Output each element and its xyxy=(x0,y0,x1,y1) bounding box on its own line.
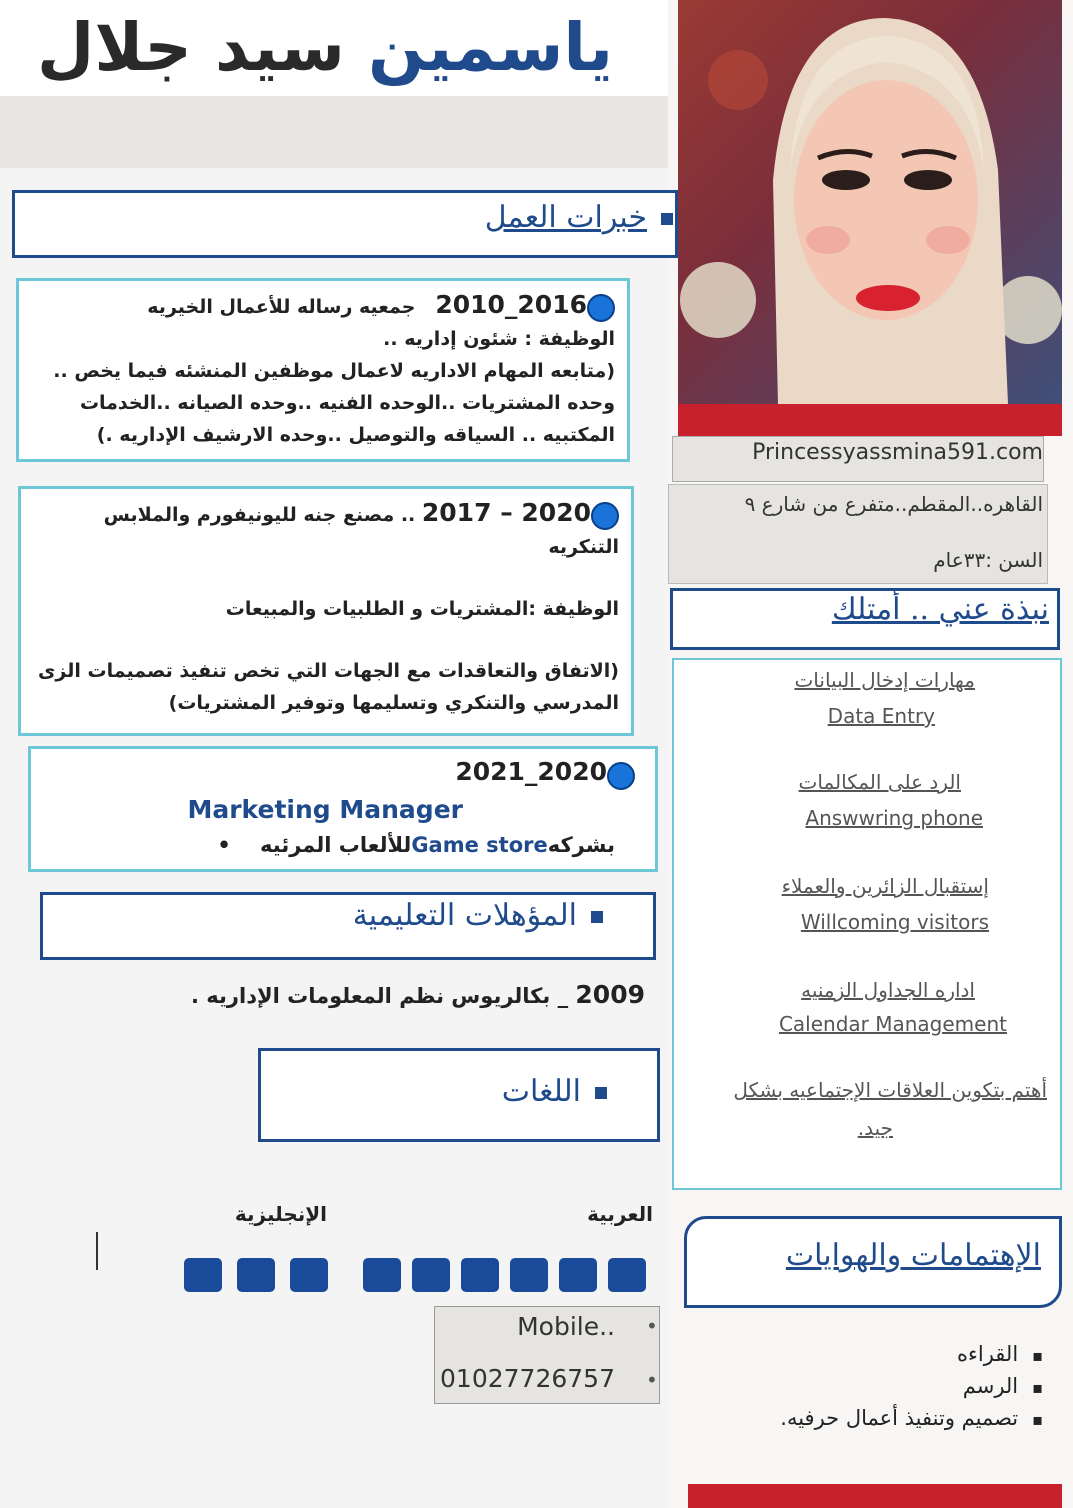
bullet-icon: • xyxy=(646,1314,658,1338)
job-org: .. مصنع جنه لليونيفورم والملابس xyxy=(103,504,416,526)
arabic-level-square xyxy=(510,1258,548,1292)
skill-calendar-en: Calendar Management xyxy=(778,1012,1007,1036)
timeline-dot-icon xyxy=(591,502,619,530)
english-level-square xyxy=(237,1258,275,1292)
bullet-icon: • xyxy=(646,1368,658,1392)
company-name: Game store xyxy=(411,833,548,857)
social-skill-line2: جيد. xyxy=(857,1116,893,1140)
hobby-item: ▪ الرسم xyxy=(780,1374,1043,1398)
red-band xyxy=(678,404,1062,436)
job-entry xyxy=(16,278,630,462)
skill-phone-ar: الرد على المكالمات xyxy=(798,770,961,794)
arabic-level-square xyxy=(363,1258,401,1292)
job-title: Marketing Manager xyxy=(187,795,463,824)
arabic-level-square xyxy=(559,1258,597,1292)
skill-phone-en: Answwring phone xyxy=(805,806,983,830)
job-desc: (الاتفاق والتعاقدات مع الجهات التي تخص تنفيذ تصميمات الزى xyxy=(37,660,619,682)
job-desc: المدرسي والتنكري وتسليمها وتوفير المشتريات) xyxy=(168,692,619,714)
job-org: جمعيه رساله للأعمال الخيريه xyxy=(147,296,416,318)
skill-data-entry-ar: مهارات إدخال البيانات xyxy=(794,668,975,692)
arabic-level-square xyxy=(608,1258,646,1292)
english-level-square xyxy=(184,1258,222,1292)
address-text: القاهره..المقطم..متفرع من شارع ٩ xyxy=(744,492,1043,516)
hobbies-title: الإهتمامات والهوايات xyxy=(785,1238,1041,1273)
text-cursor xyxy=(96,1232,98,1270)
company-suffix: للألعاب المرئيه xyxy=(260,833,412,857)
company-prefix: بشركه xyxy=(547,833,615,857)
education-title xyxy=(353,898,603,933)
skill-visitors-ar: إستقبال الزائرين والعملاء xyxy=(781,874,989,898)
mobile-label: Mobile.. xyxy=(517,1312,615,1341)
header-band xyxy=(0,96,678,168)
job-entry xyxy=(28,746,658,872)
mobile-number[interactable]: 01027726757 xyxy=(440,1364,615,1393)
education-entry xyxy=(191,980,645,1009)
person-name xyxy=(37,0,613,96)
experience-title-text: خبرات العمل xyxy=(484,200,647,235)
hobby-item: ▪ القراءه xyxy=(780,1342,1043,1366)
job-role: الوظيفة : شئون إداريه .. xyxy=(383,328,615,350)
job-company: بشركهGame storeللألعاب المرئيه • xyxy=(217,833,615,857)
email-text[interactable]: Princessyassmina591.com xyxy=(752,440,1043,465)
languages-title-text: اللغات xyxy=(501,1074,581,1109)
arabic-level-square xyxy=(412,1258,450,1292)
job-years: 2016_2010 xyxy=(435,290,587,319)
experience-title xyxy=(485,200,673,235)
about-title: نبذة عني .. أمتلك xyxy=(831,592,1049,627)
job-years: 2020 – 2017 xyxy=(421,498,591,527)
section-bullet-icon xyxy=(661,213,673,225)
english-level-square xyxy=(290,1258,328,1292)
arabic-level-square xyxy=(461,1258,499,1292)
first-name: ياسمين xyxy=(367,9,613,86)
profile-photo xyxy=(678,0,1062,404)
job-role: الوظيفة :المشتريات و الطلبيات والمبيعات xyxy=(225,598,619,620)
english-label: الإنجليزية xyxy=(234,1202,327,1226)
hobbies-list xyxy=(780,1342,1043,1438)
job-desc: (متابعه المهام الاداريه لاعمال موظفين المنشئه فيما يخص .. xyxy=(53,360,615,382)
education-title-text: المؤهلات التعليمية xyxy=(352,898,577,933)
education-degree: _ بكالريوس نظم المعلومات الإداريه . xyxy=(191,984,569,1008)
job-years: 2020_2021 xyxy=(455,757,607,786)
arabic-label: العربية xyxy=(587,1202,653,1226)
skill-calendar-ar: اداره الجداول الزمنيه xyxy=(801,978,975,1002)
languages-title xyxy=(502,1074,607,1109)
job-desc: وحده المشتريات ..الوحده الفنيه ..وحده الصيانه ..الخدمات xyxy=(79,392,615,414)
skill-visitors-en: Willcoming visitors xyxy=(800,910,989,934)
last-name: سيد جلال xyxy=(37,9,345,86)
job-entry xyxy=(18,486,634,736)
social-skill-line1: أهتم بتكوين العلاقات الإجتماعيه بشكل xyxy=(733,1078,1047,1102)
skill-data-entry-en: Data Entry xyxy=(827,704,935,728)
timeline-dot-icon xyxy=(587,294,615,322)
age-text: السن :٣٣عام xyxy=(933,548,1043,572)
hobby-item: ▪ تصميم وتنفيذ أعمال حرفيه. xyxy=(780,1406,1043,1430)
job-org-cont: التنكريه xyxy=(548,536,619,558)
timeline-dot-icon xyxy=(607,762,635,790)
section-bullet-icon xyxy=(591,911,603,923)
education-year: 2009 xyxy=(575,980,645,1009)
section-bullet-icon xyxy=(595,1087,607,1099)
bottom-red-band xyxy=(688,1484,1062,1508)
job-desc: المكتبيه .. السياقه والتوصيل ..وحده الارشيف الإداريه .) xyxy=(96,424,615,446)
